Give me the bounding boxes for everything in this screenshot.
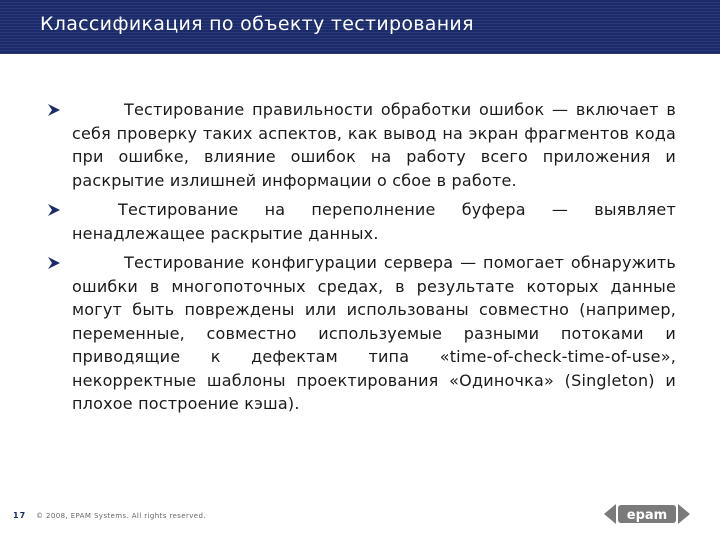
slide-title: Классификация по объекту тестирования: [40, 13, 474, 35]
bullet-item: [46, 198, 676, 245]
arrowhead-bullet-icon: [48, 104, 60, 116]
bullet-list: [46, 98, 676, 422]
bullet-text: Тестирование конфигурации сервера — помогает обнаружить ошибки в многопоточных средах, в результате которых данные могут быть повреждены или использованы совместно (например, переменные, совместно используемые разными потоками и приводящие к дефектам типа «time-of-check-time-of-use», некорректные шаблоны проектирования «Одиночка» (Singleton) и плохое построение кэша).: [72, 253, 676, 413]
copyright-text: © 2008, EPAM Systems. All rights reserved.: [36, 512, 206, 520]
bullet-item: [46, 251, 676, 416]
slide-header: [0, 0, 720, 54]
svg-text:epam: epam: [626, 508, 668, 523]
arrowhead-bullet-icon: [48, 257, 60, 269]
bullet-text: Тестирование правильности обработки ошибок — включает в себя проверку таких аспектов, как вывод на экран фрагментов кода при ошибке, влияние ошибок на работу всего приложения и раскрытие излишней информации о сбое в работе.: [72, 100, 676, 190]
bullet-item: [46, 98, 676, 192]
page-number: 17: [13, 511, 27, 520]
epam-logo: [604, 500, 690, 528]
bullet-text: Тестирование на переполнение буфера — выявляет ненадлежащее раскрытие данных.: [72, 200, 676, 243]
arrowhead-bullet-icon: [48, 204, 60, 216]
